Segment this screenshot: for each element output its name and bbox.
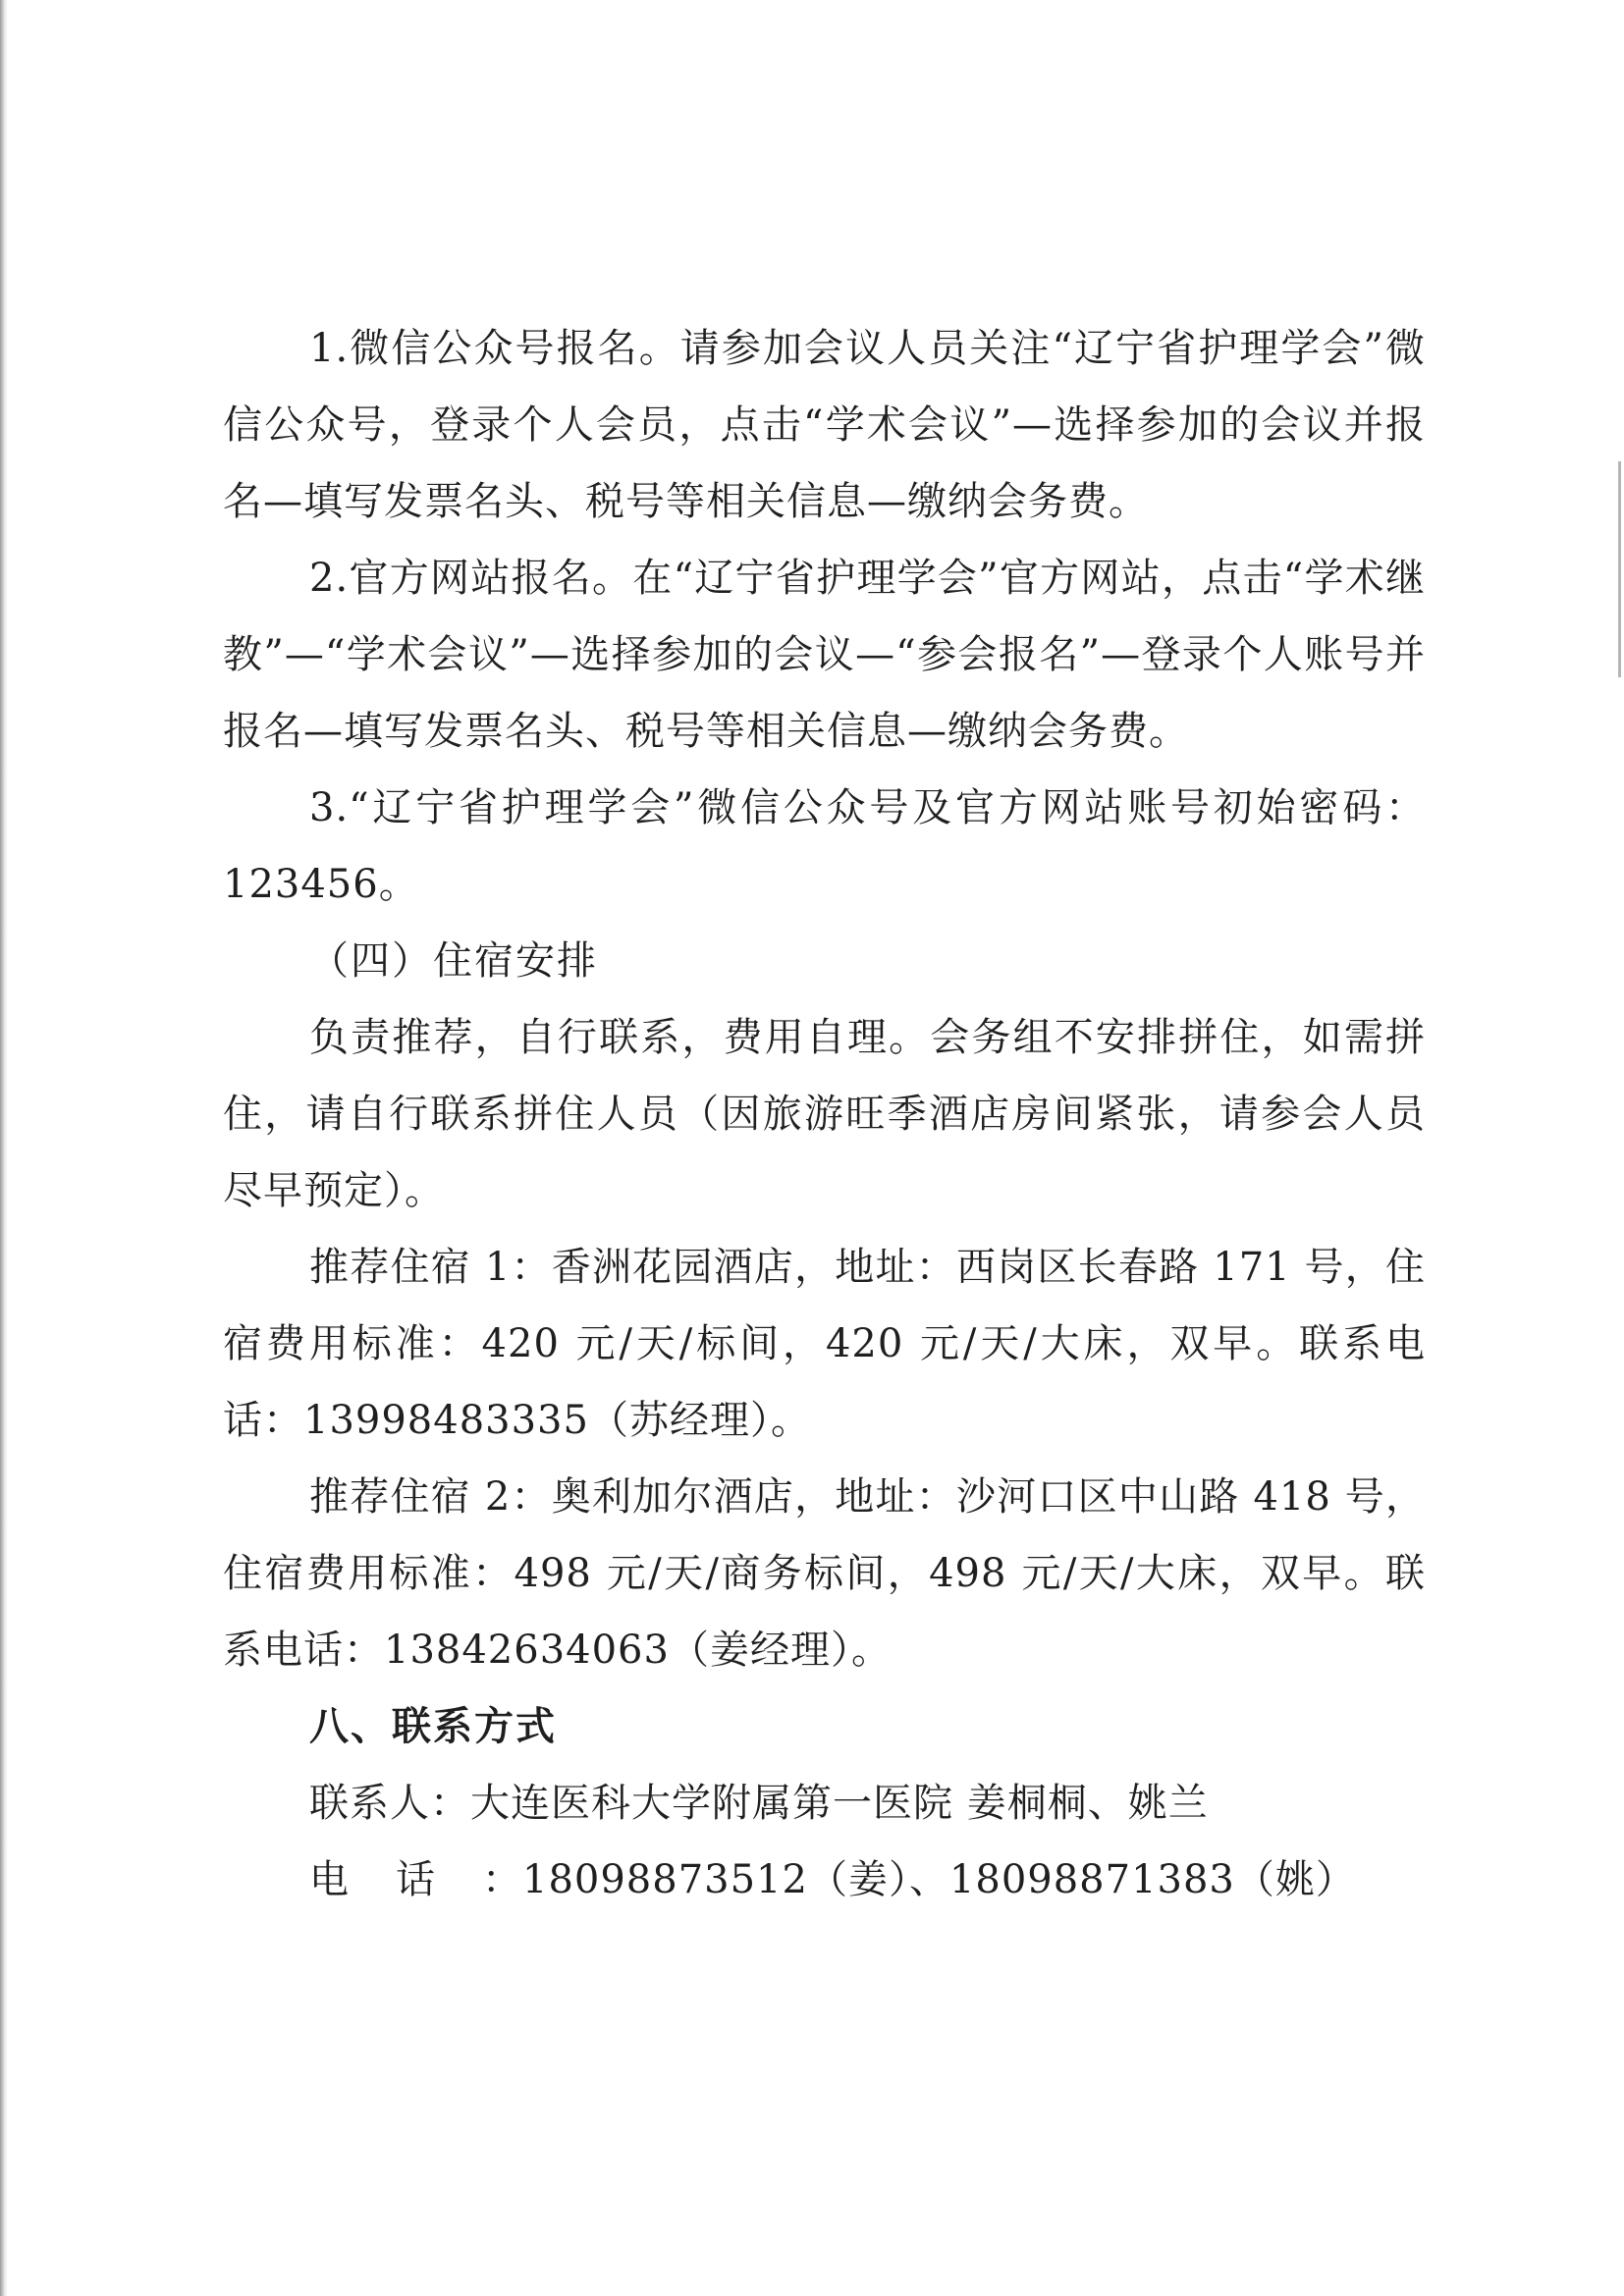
accommodation-intro: 负责推荐，自行联系，费用自理。会务组不安排拼住，如需拼住，请自行联系拼住人员（因旅游旺季酒店房间紧张，请参会人员尽早预定）。 <box>223 1015 1426 1213</box>
accommodation-heading: （四）住宿安排 <box>309 938 598 984</box>
contact-phone-value: ：18098873512（姜）、18098871383（姚） <box>482 1857 1356 1902</box>
document-body <box>223 310 1426 1918</box>
contact-person: 联系人：大连医科大学附属第一医院 姜桐桐、姚兰 <box>309 1781 1209 1826</box>
registration-item-website: 2.官方网站报名。在“辽宁省护理学会”官方网站，点击“学术继教”—“学术会议”—选择参加的会议—“参会报名”—登录个人账号并报名—填写发票名头、税号等相关信息—缴纳会务费。 <box>223 556 1426 754</box>
scan-edge-shadow <box>0 0 8 2296</box>
registration-item-password: 3.“辽宁省护理学会”微信公众号及官方网站账号初始密码：123456。 <box>223 785 1426 907</box>
scan-edge-mark <box>1618 461 1621 677</box>
registration-item-wechat: 1.微信公众号报名。请参加会议人员关注“辽宁省护理学会”微信公众号，登录个人会员，点击“学术会议”—选择参加的会议并报名—填写发票名头、税号等相关信息—缴纳会务费。 <box>223 326 1426 524</box>
hotel-recommendation-1: 推荐住宿 1：香洲花园酒店，地址：西岗区长春路 171 号，住宿费用标准：420 元/天/标间，420 元/天/大床，双早。联系电话：13998483335（苏经理）。 <box>223 1245 1426 1443</box>
contact-phone <box>223 1842 1426 1918</box>
contact-phone-label: 电话 <box>309 1857 482 1902</box>
contact-heading: 八、联系方式 <box>309 1704 557 1749</box>
hotel-recommendation-2: 推荐住宿 2：奥利加尔酒店，地址：沙河口区中山路 418 号，住宿费用标准：498 元/天/商务标间，498 元/天/大床，双早。联系电话：13842634063（姜经理）。 <box>223 1474 1426 1673</box>
